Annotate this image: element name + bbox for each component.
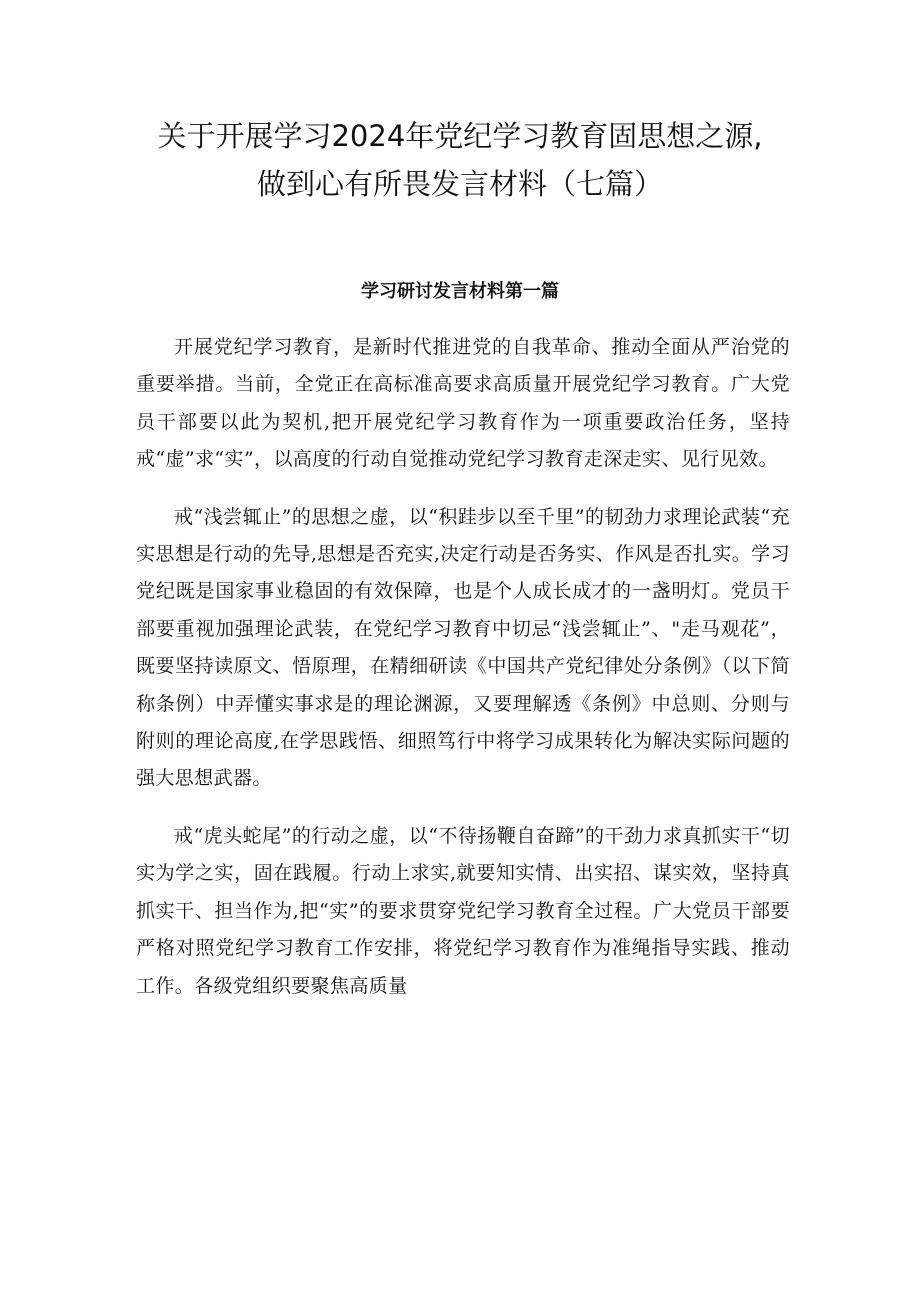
section-title: 学习研讨发言材料第一篇	[361, 281, 559, 302]
document-title	[0, 112, 920, 208]
document-title-line-1: 关于开展学习2024年党纪学习教育固思想之源,	[157, 119, 763, 153]
paragraph-3: 戒“虎头蛇尾”的行动之虚，以“不待扬鞭自奋蹄”的干劲力求真抓实干“切实为学之实，固在践履。行动上求实,就要知实情、出实招、谋实效，坚持真抓实干、担当作为,把“实”的要求贯穿党纪学习教育全过程。广大党员干部要严格对照党纪学习教育工作安排，将党纪学习教育作为准绳指导实践、推动工作。各级党组织要聚焦高质量	[136, 824, 790, 997]
paragraph-2: 戒“浅尝辄止”的思想之虚，以“积跬步以至千里”的韧劲力求理论武装“充实思想是行动的先导,思想是否充实,决定行动是否务实、作风是否扎实。学习党纪既是国家事业稳固的有效保障，也是个人成长成才的一盏明灯。党员干部要重视加强理论武装，在党纪学习教育中切忌“浅尝辄止”、"走马观花”，既要坚持读原文、悟原理，在精细研读《中国共产党纪律处分条例》（以下简称条例）中弄懂实事求是的理论渊源，又要理解透《条例》中总则、分则与附则的理论高度,在学思践悟、细照笃行中将学习成果转化为解决实际问题的强大思想武器。	[136, 505, 790, 790]
document-body	[136, 329, 790, 1025]
paragraph-1: 开展党纪学习教育，是新时代推进党的自我革命、推动全面从严治党的重要举措。当前，全党正在高标准高要求高质量开展党纪学习教育。广大党员干部要以此为契机,把开展党纪学习教育作为一项重要政治任务，坚持戒“虚”求“实”，以高度的行动自觉推动党纪学习教育走深走实、见行见效。	[136, 336, 790, 471]
document-title-line-2: 做到心有所畏发言材料（七篇）	[256, 167, 663, 201]
